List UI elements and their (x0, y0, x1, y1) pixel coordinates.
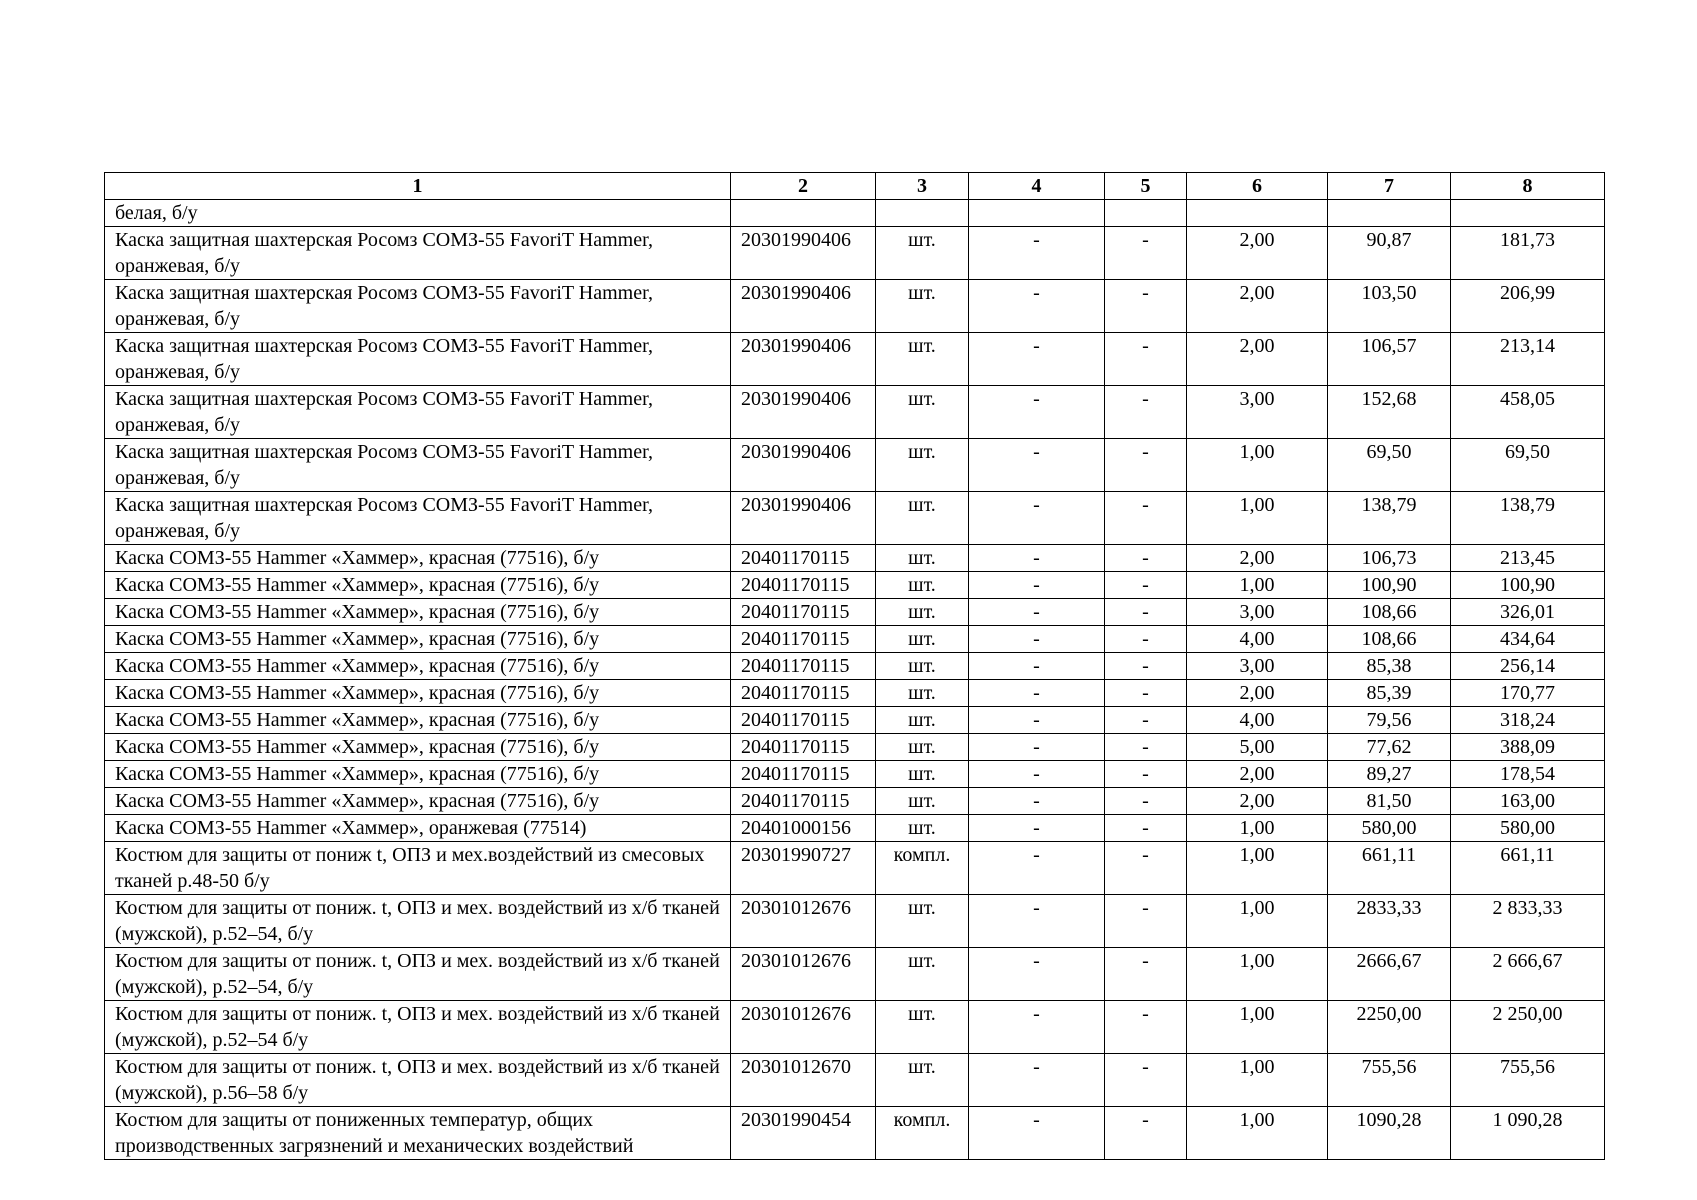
cell-unit: компл. (876, 1107, 969, 1160)
cell-name: Каска защитная шахтерская Росомз СОМЗ-55 FavoriT Hammer, оранжевая, б/у (105, 492, 731, 545)
cell-name: Костюм для защиты от пониж. t, ОПЗ и мех. воздействий из х/б тканей (мужской), р.52–54 б/у (105, 1001, 731, 1054)
cell-unit: шт. (876, 386, 969, 439)
cell-unit: шт. (876, 227, 969, 280)
cell-col5: - (1105, 680, 1187, 707)
cell-amount: 69,50 (1451, 439, 1605, 492)
cell-code (731, 200, 876, 227)
cell-col5: - (1105, 895, 1187, 948)
cell-col5: - (1105, 1054, 1187, 1107)
cell-col4 (969, 200, 1105, 227)
cell-quantity: 2,00 (1187, 333, 1328, 386)
cell-quantity: 1,00 (1187, 492, 1328, 545)
table-row (105, 333, 1605, 386)
cell-name: Каска защитная шахтерская Росомз СОМЗ-55 FavoriT Hammer, оранжевая, б/у (105, 386, 731, 439)
column-header: 6 (1187, 173, 1328, 200)
cell-name: Каска защитная шахтерская Росомз СОМЗ-55 FavoriT Hammer, оранжевая, б/у (105, 227, 731, 280)
cell-amount: 213,14 (1451, 333, 1605, 386)
cell-code: 20301990454 (731, 1107, 876, 1160)
table-row (105, 1001, 1605, 1054)
cell-col4: - (969, 815, 1105, 842)
cell-code: 20401170115 (731, 572, 876, 599)
cell-price: 108,66 (1328, 599, 1451, 626)
cell-col4: - (969, 572, 1105, 599)
cell-quantity: 4,00 (1187, 707, 1328, 734)
cell-price: 85,39 (1328, 680, 1451, 707)
cell-code: 20301990727 (731, 842, 876, 895)
table-row (105, 545, 1605, 572)
cell-unit: шт. (876, 680, 969, 707)
cell-col5: - (1105, 761, 1187, 788)
cell-code: 20301012670 (731, 1054, 876, 1107)
cell-unit: шт. (876, 626, 969, 653)
cell-col4: - (969, 626, 1105, 653)
cell-code: 20401170115 (731, 761, 876, 788)
cell-name: Каска СОМЗ-55 Hammer «Хаммер», красная (77516), б/у (105, 545, 731, 572)
cell-amount: 755,56 (1451, 1054, 1605, 1107)
cell-col4: - (969, 680, 1105, 707)
cell-unit: шт. (876, 653, 969, 680)
cell-quantity: 1,00 (1187, 815, 1328, 842)
cell-quantity: 2,00 (1187, 680, 1328, 707)
cell-code: 20401170115 (731, 788, 876, 815)
cell-quantity: 1,00 (1187, 439, 1328, 492)
cell-unit: шт. (876, 734, 969, 761)
cell-amount: 2 666,67 (1451, 948, 1605, 1001)
cell-amount: 206,99 (1451, 280, 1605, 333)
cell-col4: - (969, 788, 1105, 815)
cell-code: 20301012676 (731, 895, 876, 948)
cell-name: Каска СОМЗ-55 Hammer «Хаммер», красная (77516), б/у (105, 572, 731, 599)
cell-unit: шт. (876, 333, 969, 386)
cell-price: 77,62 (1328, 734, 1451, 761)
cell-price: 100,90 (1328, 572, 1451, 599)
cell-price: 90,87 (1328, 227, 1451, 280)
cell-name: Костюм для защиты от пониженных температур, общих производственных загрязнений и механических воздействий (105, 1107, 731, 1160)
cell-price: 138,79 (1328, 492, 1451, 545)
cell-quantity (1187, 200, 1328, 227)
cell-quantity: 1,00 (1187, 948, 1328, 1001)
table-row (105, 280, 1605, 333)
cell-col5: - (1105, 734, 1187, 761)
column-header: 8 (1451, 173, 1605, 200)
cell-amount: 661,11 (1451, 842, 1605, 895)
cell-amount: 580,00 (1451, 815, 1605, 842)
cell-code: 20401170115 (731, 653, 876, 680)
table-body (105, 200, 1605, 1160)
cell-unit: шт. (876, 815, 969, 842)
cell-amount: 318,24 (1451, 707, 1605, 734)
table-row (105, 386, 1605, 439)
cell-col5: - (1105, 707, 1187, 734)
cell-amount: 458,05 (1451, 386, 1605, 439)
table-row (105, 680, 1605, 707)
cell-col5 (1105, 200, 1187, 227)
column-header: 5 (1105, 173, 1187, 200)
cell-name: Каска защитная шахтерская Росомз СОМЗ-55 FavoriT Hammer, оранжевая, б/у (105, 280, 731, 333)
cell-quantity: 2,00 (1187, 545, 1328, 572)
cell-col5: - (1105, 492, 1187, 545)
cell-price: 2833,33 (1328, 895, 1451, 948)
table-row (105, 439, 1605, 492)
cell-code: 20401170115 (731, 626, 876, 653)
cell-price: 108,66 (1328, 626, 1451, 653)
cell-col5: - (1105, 572, 1187, 599)
cell-amount: 138,79 (1451, 492, 1605, 545)
cell-col5: - (1105, 1001, 1187, 1054)
column-header: 1 (105, 173, 731, 200)
table-row (105, 653, 1605, 680)
cell-quantity: 1,00 (1187, 572, 1328, 599)
cell-quantity: 4,00 (1187, 626, 1328, 653)
table-row (105, 572, 1605, 599)
cell-code: 20301990406 (731, 227, 876, 280)
cell-amount: 100,90 (1451, 572, 1605, 599)
table-row (105, 1107, 1605, 1160)
table-row (105, 1054, 1605, 1107)
cell-name: белая, б/у (105, 200, 731, 227)
cell-col4: - (969, 386, 1105, 439)
cell-name: Каска СОМЗ-55 Hammer «Хаммер», красная (77516), б/у (105, 626, 731, 653)
cell-col4: - (969, 1107, 1105, 1160)
cell-code: 20301990406 (731, 439, 876, 492)
cell-quantity: 2,00 (1187, 788, 1328, 815)
cell-quantity: 2,00 (1187, 280, 1328, 333)
column-header: 4 (969, 173, 1105, 200)
cell-name: Каска СОМЗ-55 Hammer «Хаммер», оранжевая (77514) (105, 815, 731, 842)
cell-col5: - (1105, 626, 1187, 653)
column-header: 3 (876, 173, 969, 200)
cell-col5: - (1105, 948, 1187, 1001)
cell-price: 103,50 (1328, 280, 1451, 333)
cell-col5: - (1105, 599, 1187, 626)
cell-name: Каска СОМЗ-55 Hammer «Хаммер», красная (77516), б/у (105, 599, 731, 626)
cell-price: 1090,28 (1328, 1107, 1451, 1160)
table-header (105, 173, 1605, 200)
cell-name: Каска СОМЗ-55 Hammer «Хаммер», красная (77516), б/у (105, 734, 731, 761)
table-row (105, 734, 1605, 761)
cell-code: 20301990406 (731, 280, 876, 333)
header-row (105, 173, 1605, 200)
cell-code: 20401000156 (731, 815, 876, 842)
cell-col4: - (969, 492, 1105, 545)
cell-unit: шт. (876, 895, 969, 948)
cell-quantity: 3,00 (1187, 599, 1328, 626)
cell-unit: шт. (876, 948, 969, 1001)
cell-price: 661,11 (1328, 842, 1451, 895)
cell-price: 79,56 (1328, 707, 1451, 734)
cell-price: 2250,00 (1328, 1001, 1451, 1054)
cell-unit: шт. (876, 1001, 969, 1054)
table-row (105, 626, 1605, 653)
cell-price: 152,68 (1328, 386, 1451, 439)
cell-name: Каска СОМЗ-55 Hammer «Хаммер», красная (77516), б/у (105, 680, 731, 707)
cell-price: 85,38 (1328, 653, 1451, 680)
cell-quantity: 2,00 (1187, 761, 1328, 788)
cell-code: 20401170115 (731, 599, 876, 626)
cell-code: 20401170115 (731, 734, 876, 761)
cell-col4: - (969, 280, 1105, 333)
cell-amount: 2 833,33 (1451, 895, 1605, 948)
inventory-table (104, 172, 1605, 1160)
cell-name: Костюм для защиты от пониж t, ОПЗ и мех.воздействий из смесовых тканей р.48-50 б/у (105, 842, 731, 895)
cell-col4: - (969, 439, 1105, 492)
cell-code: 20301990406 (731, 333, 876, 386)
cell-col5: - (1105, 227, 1187, 280)
cell-amount: 326,01 (1451, 599, 1605, 626)
cell-quantity: 1,00 (1187, 1054, 1328, 1107)
cell-col4: - (969, 948, 1105, 1001)
cell-price: 580,00 (1328, 815, 1451, 842)
cell-col5: - (1105, 333, 1187, 386)
cell-amount: 434,64 (1451, 626, 1605, 653)
cell-amount: 170,77 (1451, 680, 1605, 707)
cell-col5: - (1105, 788, 1187, 815)
column-header: 7 (1328, 173, 1451, 200)
table-row (105, 842, 1605, 895)
cell-name: Каска защитная шахтерская Росомз СОМЗ-55 FavoriT Hammer, оранжевая, б/у (105, 333, 731, 386)
cell-code: 20401170115 (731, 680, 876, 707)
cell-amount: 1 090,28 (1451, 1107, 1605, 1160)
table-row (105, 761, 1605, 788)
table-row (105, 895, 1605, 948)
cell-name: Каска СОМЗ-55 Hammer «Хаммер», красная (77516), б/у (105, 653, 731, 680)
cell-code: 20401170115 (731, 545, 876, 572)
cell-col5: - (1105, 280, 1187, 333)
cell-col4: - (969, 653, 1105, 680)
cell-quantity: 1,00 (1187, 842, 1328, 895)
cell-unit: шт. (876, 439, 969, 492)
cell-col5: - (1105, 386, 1187, 439)
column-header: 2 (731, 173, 876, 200)
cell-col5: - (1105, 842, 1187, 895)
cell-code: 20301012676 (731, 948, 876, 1001)
cell-col4: - (969, 1054, 1105, 1107)
cell-unit: шт. (876, 492, 969, 545)
cell-unit: шт. (876, 788, 969, 815)
cell-amount (1451, 200, 1605, 227)
cell-quantity: 3,00 (1187, 653, 1328, 680)
cell-amount: 388,09 (1451, 734, 1605, 761)
cell-code: 20301012676 (731, 1001, 876, 1054)
cell-col5: - (1105, 653, 1187, 680)
cell-amount: 213,45 (1451, 545, 1605, 572)
cell-price: 2666,67 (1328, 948, 1451, 1001)
cell-amount: 163,00 (1451, 788, 1605, 815)
cell-quantity: 5,00 (1187, 734, 1328, 761)
cell-price: 106,73 (1328, 545, 1451, 572)
cell-name: Костюм для защиты от пониж. t, ОПЗ и мех. воздействий из х/б тканей (мужской), р.56–58 б/у (105, 1054, 731, 1107)
cell-col4: - (969, 227, 1105, 280)
cell-col5: - (1105, 815, 1187, 842)
cell-quantity: 2,00 (1187, 227, 1328, 280)
table-row (105, 227, 1605, 280)
cell-price: 106,57 (1328, 333, 1451, 386)
cell-code: 20401170115 (731, 707, 876, 734)
cell-col5: - (1105, 1107, 1187, 1160)
cell-price: 81,50 (1328, 788, 1451, 815)
cell-name: Каска СОМЗ-55 Hammer «Хаммер», красная (77516), б/у (105, 788, 731, 815)
cell-col5: - (1105, 545, 1187, 572)
table-row (105, 815, 1605, 842)
cell-unit: шт. (876, 599, 969, 626)
cell-quantity: 1,00 (1187, 1001, 1328, 1054)
cell-name: Каска СОМЗ-55 Hammer «Хаммер», красная (77516), б/у (105, 707, 731, 734)
cell-col4: - (969, 545, 1105, 572)
cell-code: 20301990406 (731, 386, 876, 439)
cell-col5: - (1105, 439, 1187, 492)
cell-col4: - (969, 734, 1105, 761)
table-row (105, 599, 1605, 626)
cell-amount: 181,73 (1451, 227, 1605, 280)
cell-name: Каска СОМЗ-55 Hammer «Хаммер», красная (77516), б/у (105, 761, 731, 788)
cell-name: Каска защитная шахтерская Росомз СОМЗ-55 FavoriT Hammer, оранжевая, б/у (105, 439, 731, 492)
cell-unit: шт. (876, 572, 969, 599)
table-row (105, 788, 1605, 815)
cell-amount: 256,14 (1451, 653, 1605, 680)
table-row (105, 707, 1605, 734)
cell-quantity: 1,00 (1187, 895, 1328, 948)
cell-unit (876, 200, 969, 227)
cell-price: 89,27 (1328, 761, 1451, 788)
cell-unit: шт. (876, 761, 969, 788)
cell-name: Костюм для защиты от пониж. t, ОПЗ и мех. воздействий из х/б тканей (мужской), р.52–54, б/у (105, 948, 731, 1001)
cell-unit: шт. (876, 280, 969, 333)
table-row (105, 948, 1605, 1001)
cell-unit: шт. (876, 707, 969, 734)
table-row (105, 492, 1605, 545)
cell-amount: 178,54 (1451, 761, 1605, 788)
cell-col4: - (969, 599, 1105, 626)
cell-col4: - (969, 895, 1105, 948)
cell-quantity: 1,00 (1187, 1107, 1328, 1160)
cell-unit: шт. (876, 545, 969, 572)
cell-quantity: 3,00 (1187, 386, 1328, 439)
cell-price (1328, 200, 1451, 227)
cell-price: 69,50 (1328, 439, 1451, 492)
cell-unit: компл. (876, 842, 969, 895)
cell-col4: - (969, 333, 1105, 386)
cell-price: 755,56 (1328, 1054, 1451, 1107)
cell-col4: - (969, 707, 1105, 734)
cell-name: Костюм для защиты от пониж. t, ОПЗ и мех. воздействий из х/б тканей (мужской), р.52–54, б/у (105, 895, 731, 948)
cell-col4: - (969, 761, 1105, 788)
cell-col4: - (969, 842, 1105, 895)
table-row (105, 200, 1605, 227)
cell-code: 20301990406 (731, 492, 876, 545)
cell-amount: 2 250,00 (1451, 1001, 1605, 1054)
cell-unit: шт. (876, 1054, 969, 1107)
cell-col4: - (969, 1001, 1105, 1054)
